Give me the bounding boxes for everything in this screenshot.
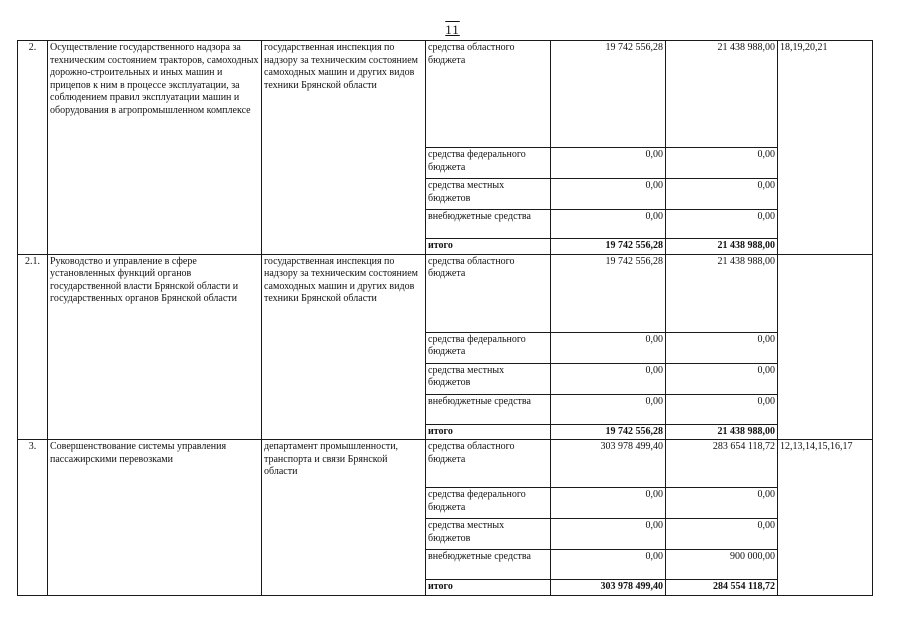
total-amount-1: 19 742 556,28 bbox=[551, 239, 666, 255]
funding-source: средства областного бюджета bbox=[426, 440, 551, 488]
amount-2: 0,00 bbox=[666, 148, 778, 179]
section-title: Осуществление государственного надзора за техническим состоянием тракторов, самоходных дорожно-строительных и иных машин и прицепов к ним в процессе эксплуатации, за соблюдением правил эксплуатации машин и оборудования в агропромышленном комплексе bbox=[48, 41, 262, 255]
total-label: итого bbox=[426, 424, 551, 440]
amount-2: 0,00 bbox=[666, 394, 778, 424]
amount-2: 900 000,00 bbox=[666, 550, 778, 580]
section-title: Руководство и управление в сфере установленных функций органов государственной власти Брянской области и государственных органов Брянской области bbox=[48, 254, 262, 440]
amount-1: 0,00 bbox=[551, 148, 666, 179]
target-indicators bbox=[778, 254, 873, 440]
section-title: Совершенствование системы управления пассажирскими перевозками bbox=[48, 440, 262, 596]
total-amount-2: 21 438 988,00 bbox=[666, 239, 778, 255]
section-number: 3. bbox=[18, 440, 48, 596]
amount-1: 0,00 bbox=[551, 363, 666, 394]
amount-1: 0,00 bbox=[551, 550, 666, 580]
target-indicators: 12,13,14,15,16,17 bbox=[778, 440, 873, 596]
funding-source: средства областного бюджета bbox=[426, 41, 551, 148]
total-amount-1: 303 978 499,40 bbox=[551, 580, 666, 596]
amount-1: 0,00 bbox=[551, 488, 666, 519]
amount-1: 0,00 bbox=[551, 519, 666, 550]
amount-2: 0,00 bbox=[666, 332, 778, 363]
funding-source: внебюджетные средства bbox=[426, 394, 551, 424]
funding-source: средства федерального бюджета bbox=[426, 148, 551, 179]
amount-1: 0,00 bbox=[551, 394, 666, 424]
amount-1: 19 742 556,28 bbox=[551, 41, 666, 148]
page-number: 11 bbox=[445, 22, 460, 37]
total-amount-2: 21 438 988,00 bbox=[666, 424, 778, 440]
section-executor: государственная инспекция по надзору за техническим состоянием самоходных машин и других видов техники Брянской области bbox=[262, 254, 426, 440]
total-amount-1: 19 742 556,28 bbox=[551, 424, 666, 440]
section-number: 2.1. bbox=[18, 254, 48, 440]
amount-2: 0,00 bbox=[666, 363, 778, 394]
budget-table bbox=[17, 40, 873, 596]
funding-source: средства местных бюджетов bbox=[426, 519, 551, 550]
table-row bbox=[18, 440, 873, 488]
amount-1: 0,00 bbox=[551, 332, 666, 363]
table-row bbox=[18, 41, 873, 148]
funding-source: средства местных бюджетов bbox=[426, 179, 551, 210]
amount-2: 0,00 bbox=[666, 210, 778, 239]
funding-source: внебюджетные средства bbox=[426, 210, 551, 239]
total-label: итого bbox=[426, 239, 551, 255]
funding-source: средства федерального бюджета bbox=[426, 332, 551, 363]
funding-source: средства областного бюджета bbox=[426, 254, 551, 332]
section-executor: департамент промышленности, транспорта и связи Брянской области bbox=[262, 440, 426, 596]
funding-source: средства федерального бюджета bbox=[426, 488, 551, 519]
amount-2: 0,00 bbox=[666, 519, 778, 550]
total-label: итого bbox=[426, 580, 551, 596]
amount-1: 0,00 bbox=[551, 210, 666, 239]
amount-1: 0,00 bbox=[551, 179, 666, 210]
section-executor: государственная инспекция по надзору за техническим состоянием самоходных машин и других видов техники Брянской области bbox=[262, 41, 426, 255]
amount-2: 0,00 bbox=[666, 488, 778, 519]
target-indicators: 18,19,20,21 bbox=[778, 41, 873, 255]
funding-source: внебюджетные средства bbox=[426, 550, 551, 580]
total-amount-2: 284 554 118,72 bbox=[666, 580, 778, 596]
amount-2: 21 438 988,00 bbox=[666, 254, 778, 332]
amount-1: 303 978 499,40 bbox=[551, 440, 666, 488]
table-row bbox=[18, 254, 873, 332]
funding-source: средства местных бюджетов bbox=[426, 363, 551, 394]
section-number: 2. bbox=[18, 41, 48, 255]
amount-2: 283 654 118,72 bbox=[666, 440, 778, 488]
amount-2: 21 438 988,00 bbox=[666, 41, 778, 148]
amount-1: 19 742 556,28 bbox=[551, 254, 666, 332]
amount-2: 0,00 bbox=[666, 179, 778, 210]
